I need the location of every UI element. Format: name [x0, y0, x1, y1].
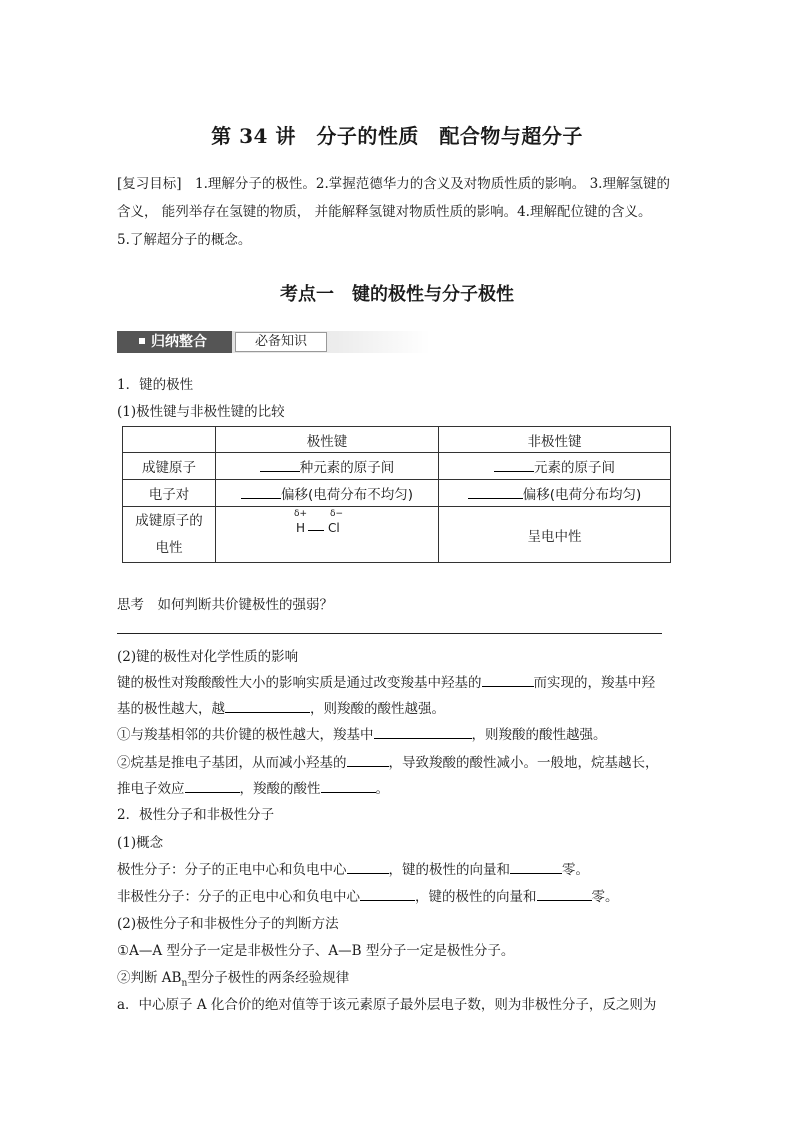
subheading-concept: (1)概念 [117, 835, 164, 851]
rule-a: a．中心原子 A 化合价的绝对值等于该元素原子最外层电子数，则为非极性分子，反之则为 [117, 997, 657, 1013]
banner-dark-tab [117, 331, 232, 353]
paragraph-line: ①与羧基相邻的共价键的极性越大，羧基中 ，则羧酸的酸性越强。 [117, 723, 679, 743]
answer-blank[interactable] [374, 724, 472, 739]
table-header-nonpolar: 非极性键 [439, 427, 671, 453]
paragraph-line: 基的极性越大，越 ，则羧酸的酸性越强。 [117, 697, 679, 717]
table-cell [216, 453, 439, 480]
polar-molecule-def: 极性分子：分子的正电中心和负电中心 ，键的极性的向量和 零。 [117, 858, 679, 878]
table-row [123, 507, 671, 563]
subheading-comparison: (1)极性键与非极性键的比较 [117, 404, 285, 420]
lesson-title: 第 34 讲 分子的性质 配合物与超分子 [211, 124, 583, 148]
answer-blank[interactable] [468, 484, 523, 499]
cell-text: 偏移(电荷分布不均匀) [280, 487, 414, 503]
table-row-label: 电子对 [123, 480, 216, 507]
table-header-polar: 极性键 [216, 427, 439, 453]
table-row-label [123, 507, 216, 563]
rule-1: ①A—A 型分子一定是非极性分子、A—B 型分子一定是极性分子。 [117, 943, 515, 959]
table-cell-empty [123, 427, 216, 453]
cell-text: 偏移(电荷分布均匀) [522, 487, 642, 503]
delta-plus: δ+ [294, 509, 308, 519]
goals-line-3: 5.了解超分子的概念。 [117, 232, 252, 248]
hcl-formula [292, 511, 362, 541]
goals-line-2: 含义， 能列举存在氢键的物质， 并能解释氢键对物质性质的影响。4.理解配位键的含义。 [117, 204, 652, 220]
table-cell [439, 480, 671, 507]
section-banner [117, 331, 430, 353]
banner-light-tab: 必备知识 [235, 332, 327, 352]
rule-2: ②判断 $AB_n$型分子极性的两条经验规律 [117, 970, 350, 989]
nonpolar-molecule-def: 非极性分子：分子的正电中心和负电中心 ，键的极性的向量和 零。 [117, 885, 679, 905]
heading-bond-polarity: 1．键的极性 [117, 377, 194, 393]
table-row [123, 480, 671, 507]
answer-blank[interactable] [321, 778, 376, 793]
table-cell [216, 480, 439, 507]
atom-h: H [296, 521, 306, 535]
row-label-line-2: 电性 [155, 539, 183, 556]
section-title: 考点一 键的极性与分子极性 [280, 284, 514, 305]
table-row [123, 453, 671, 480]
answer-line[interactable] [117, 633, 662, 634]
table-cell-formula [216, 507, 439, 563]
goals-line-1: [复习目标] 1.理解分子的极性。2.掌握范德华力的含义及对物质性质的影响。 3.理解氢键的 [117, 176, 670, 192]
answer-blank[interactable] [494, 457, 534, 472]
banner-dark-label: 归纳整合 [151, 334, 207, 350]
delta-minus: δ− [330, 509, 344, 519]
table-cell: 呈电中性 [439, 507, 671, 563]
paragraph-line: 键的极性对羧酸酸性大小的影响实质是通过改变羧基中羟基的 而实现的，羧基中羟 [117, 671, 679, 691]
answer-blank[interactable] [225, 698, 310, 713]
table-cell [439, 453, 671, 480]
single-bond [308, 530, 324, 531]
row-label-line-1: 成键原子的 [135, 512, 203, 529]
answer-blank[interactable] [510, 859, 562, 874]
paragraph-line: 推电子效应 ，羧酸的酸性 。 [117, 777, 679, 797]
think-question: 思考 如何判断共价键极性的强弱？ [117, 597, 333, 613]
paragraph-line: ②烷基是推电子基团，从而减小羟基的 ，导致羧酸的酸性减小。一般地，烷基越长， [117, 751, 679, 771]
answer-blank[interactable] [347, 752, 389, 767]
table-row-label: 成键原子 [123, 453, 216, 480]
atom-cl: Cl [328, 521, 340, 535]
subheading-methods: (2)极性分子和非极性分子的判断方法 [117, 916, 339, 932]
cell-text: 种元素的原子间 [299, 460, 395, 476]
answer-blank[interactable] [360, 886, 415, 901]
answer-blank[interactable] [537, 886, 592, 901]
table-row [123, 427, 671, 453]
answer-blank[interactable] [260, 457, 300, 472]
answer-blank[interactable] [482, 672, 534, 687]
square-bullet-icon [139, 338, 145, 344]
heading-molecule-polarity: 2．极性分子和非极性分子 [117, 807, 275, 823]
review-goals [117, 170, 679, 254]
answer-blank[interactable] [347, 859, 389, 874]
subheading-effect: (2)键的极性对化学性质的影响 [117, 649, 299, 665]
answer-blank[interactable] [185, 778, 240, 793]
answer-blank[interactable] [241, 484, 281, 499]
cell-text: 元素的原子间 [534, 460, 615, 476]
comparison-table [122, 426, 671, 563]
